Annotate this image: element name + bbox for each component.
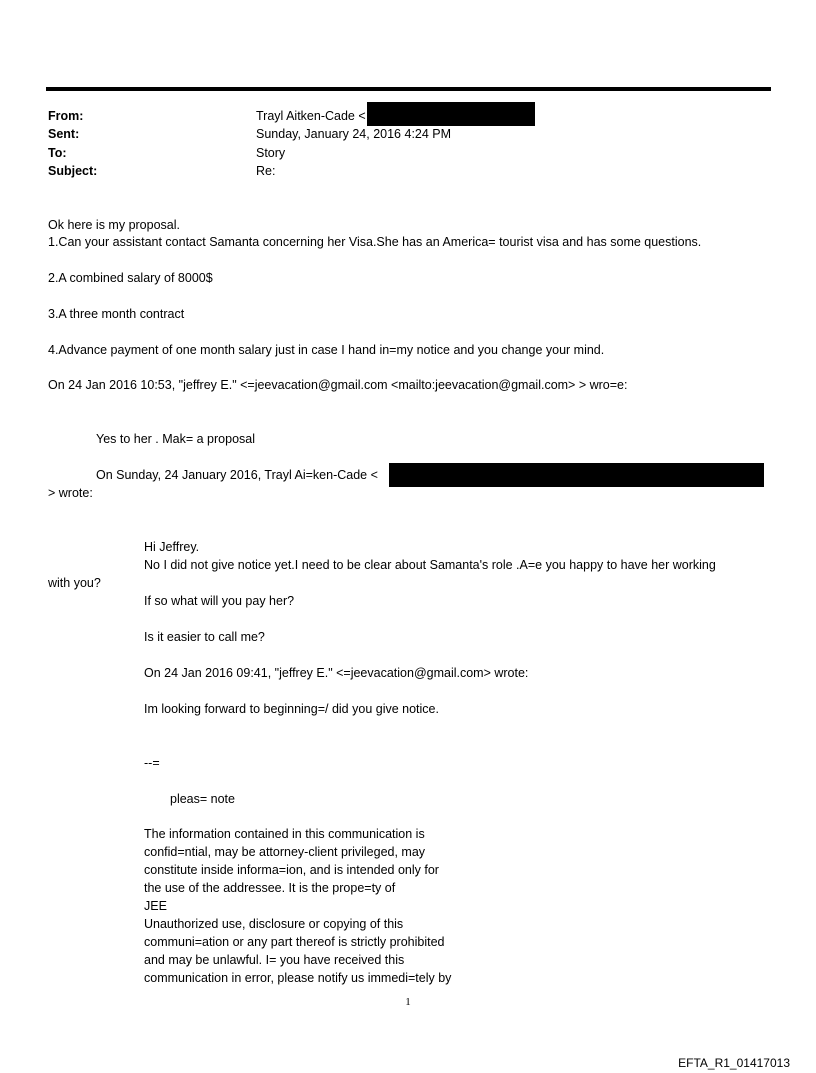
disclaimer-line: The information contained in this communication is [144, 827, 425, 841]
body-line: 3.A three month contract [48, 307, 185, 321]
sent-value: Sunday, January 24, 2016 4:24 PM [256, 127, 452, 141]
to-value: Story [256, 146, 286, 160]
disclaimer-line: confid=ntial, may be attorney-client privileged, may [144, 845, 426, 859]
document-id: EFTA_R1_01417013 [678, 1056, 790, 1070]
redaction-box [367, 102, 535, 126]
subject-label: Subject: [48, 164, 98, 178]
quoted-line: On 24 Jan 2016 09:41, "jeffrey E." <=jeevacation@gmail.com> wrote: [144, 666, 529, 680]
quoted-line: On Sunday, 24 January 2016, Trayl Ai=ken-Cade < [96, 468, 378, 482]
to-label: To: [48, 146, 67, 160]
from-label: From: [48, 109, 84, 123]
disclaimer-line: constitute inside informa=ion, and is intended only for [144, 863, 439, 877]
subject-value: Re: [256, 164, 276, 178]
quoted-line: Yes to her . Mak= a proposal [96, 432, 256, 446]
sent-label: Sent: [48, 127, 80, 141]
quote-header: On 24 Jan 2016 10:53, "jeffrey E." <=jeevacation@gmail.com <mailto:jeevacation@gmail.com> > wro=e: [48, 378, 628, 392]
disclaimer-line: communi=ation or any part thereof is strictly prohibited [144, 935, 445, 949]
quoted-line: No I did not give notice yet.I need to be clear about Samanta's role .A=e you happy to have her working [144, 558, 716, 572]
quoted-line: If so what will you pay her? [144, 594, 295, 608]
disclaimer-line: Unauthorized use, disclosure or copying of this [144, 917, 404, 931]
body-line: Ok here is my proposal. [48, 218, 180, 232]
body-line: 1.Can your assistant contact Samanta concerning her Visa.She has an America= tourist visa and has some questions. [48, 235, 702, 249]
disclaimer-line: and may be unlawful. I= you have received this [144, 953, 405, 967]
disclaimer-line: communication in error, please notify us immedi=tely by [144, 971, 452, 985]
disclaimer-line: JEE [144, 899, 167, 913]
body-line: 2.A combined salary of 8000$ [48, 271, 213, 285]
page-number: 1 [405, 996, 411, 1008]
quoted-line: Hi Jeffrey. [144, 540, 200, 554]
from-value: Trayl Aitken-Cade < [256, 109, 366, 123]
quoted-line: Is it easier to call me? [144, 630, 265, 644]
body-line: 4.Advance payment of one month salary just in case I hand in=my notice and you change your mind. [48, 343, 605, 357]
disclaimer-line: the use of the addressee. It is the prope=ty of [144, 881, 396, 895]
header-rule [46, 87, 771, 91]
signature-note: pleas= note [170, 792, 235, 806]
quoted-line: with you? [48, 576, 101, 590]
quoted-line: Im looking forward to beginning=/ did you give notice. [144, 702, 439, 716]
signature-separator: --= [144, 756, 160, 770]
redaction-box [389, 463, 764, 487]
quoted-line: > wrote: [48, 486, 93, 500]
